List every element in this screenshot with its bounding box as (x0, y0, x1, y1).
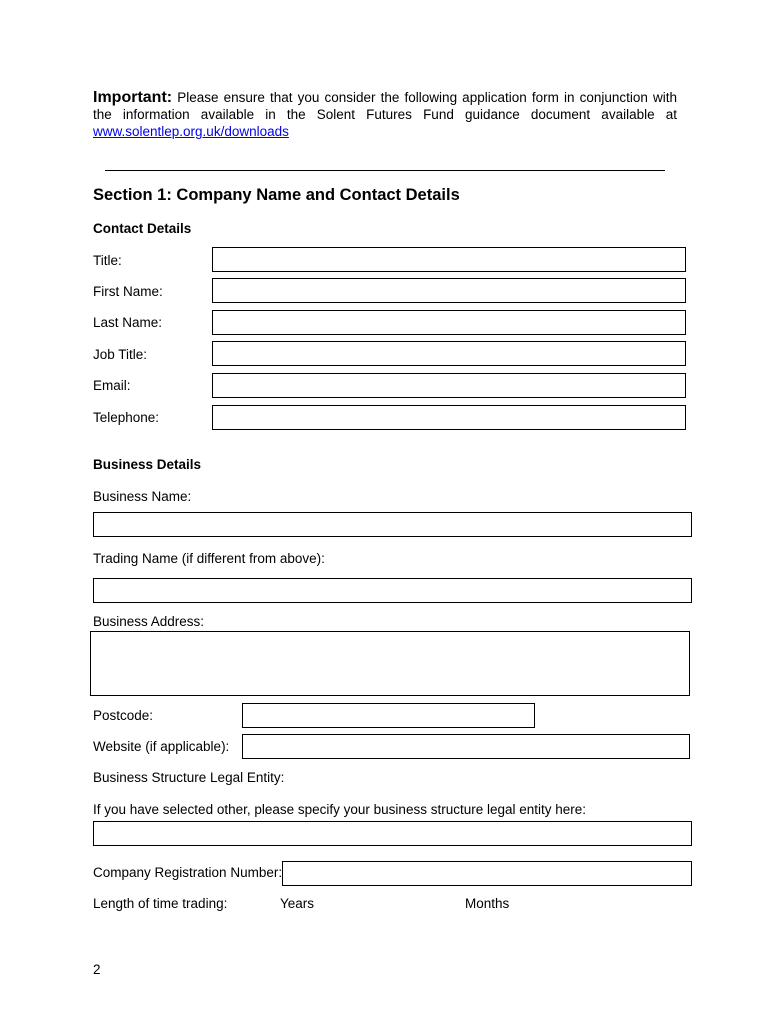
important-label: Important: (93, 89, 173, 106)
page-number: 2 (93, 962, 101, 977)
divider (105, 170, 665, 171)
months-label: Months (465, 896, 510, 911)
intro-text: Please ensure that you consider the following application form in conjunction with the information available in the Solent Futures Fund guidance document available at (93, 90, 677, 122)
business-name-label: Business Name: (93, 489, 192, 504)
website-label: Website (if applicable): (93, 739, 230, 754)
first-name-label: First Name: (93, 284, 163, 299)
other-structure-label: If you have selected other, please specify your business structure legal entity here: (93, 802, 587, 817)
last-name-field[interactable] (212, 310, 686, 335)
email-label: Email: (93, 378, 131, 393)
job-title-label: Job Title: (93, 347, 148, 362)
title-field[interactable] (212, 247, 686, 272)
telephone-label: Telephone: (93, 410, 160, 425)
contact-details-heading: Contact Details (93, 221, 192, 236)
business-address-label: Business Address: (93, 614, 205, 629)
section-title: Section 1: Company Name and Contact Details (93, 186, 460, 204)
business-name-field[interactable] (93, 512, 692, 537)
last-name-label: Last Name: (93, 315, 163, 330)
business-details-heading: Business Details (93, 457, 202, 472)
company-registration-label: Company Registration Number: (93, 865, 283, 880)
business-address-field[interactable] (90, 631, 690, 696)
trading-name-label: Trading Name (if different from above): (93, 551, 325, 566)
length-of-trading-label: Length of time trading: (93, 896, 228, 911)
business-structure-label: Business Structure Legal Entity: (93, 770, 285, 785)
other-structure-field[interactable] (93, 821, 692, 846)
intro-paragraph (93, 89, 677, 140)
title-label: Title: (93, 253, 122, 268)
telephone-field[interactable] (212, 405, 686, 430)
downloads-link[interactable]: www.solentlep.org.uk/downloads (93, 124, 289, 139)
website-field[interactable] (242, 734, 690, 759)
years-label: Years (280, 896, 315, 911)
job-title-field[interactable] (212, 341, 686, 366)
email-field[interactable] (212, 373, 686, 398)
postcode-label: Postcode: (93, 708, 154, 723)
company-registration-field[interactable] (282, 861, 692, 886)
trading-name-field[interactable] (93, 578, 692, 603)
first-name-field[interactable] (212, 278, 686, 303)
postcode-field[interactable] (242, 703, 535, 728)
